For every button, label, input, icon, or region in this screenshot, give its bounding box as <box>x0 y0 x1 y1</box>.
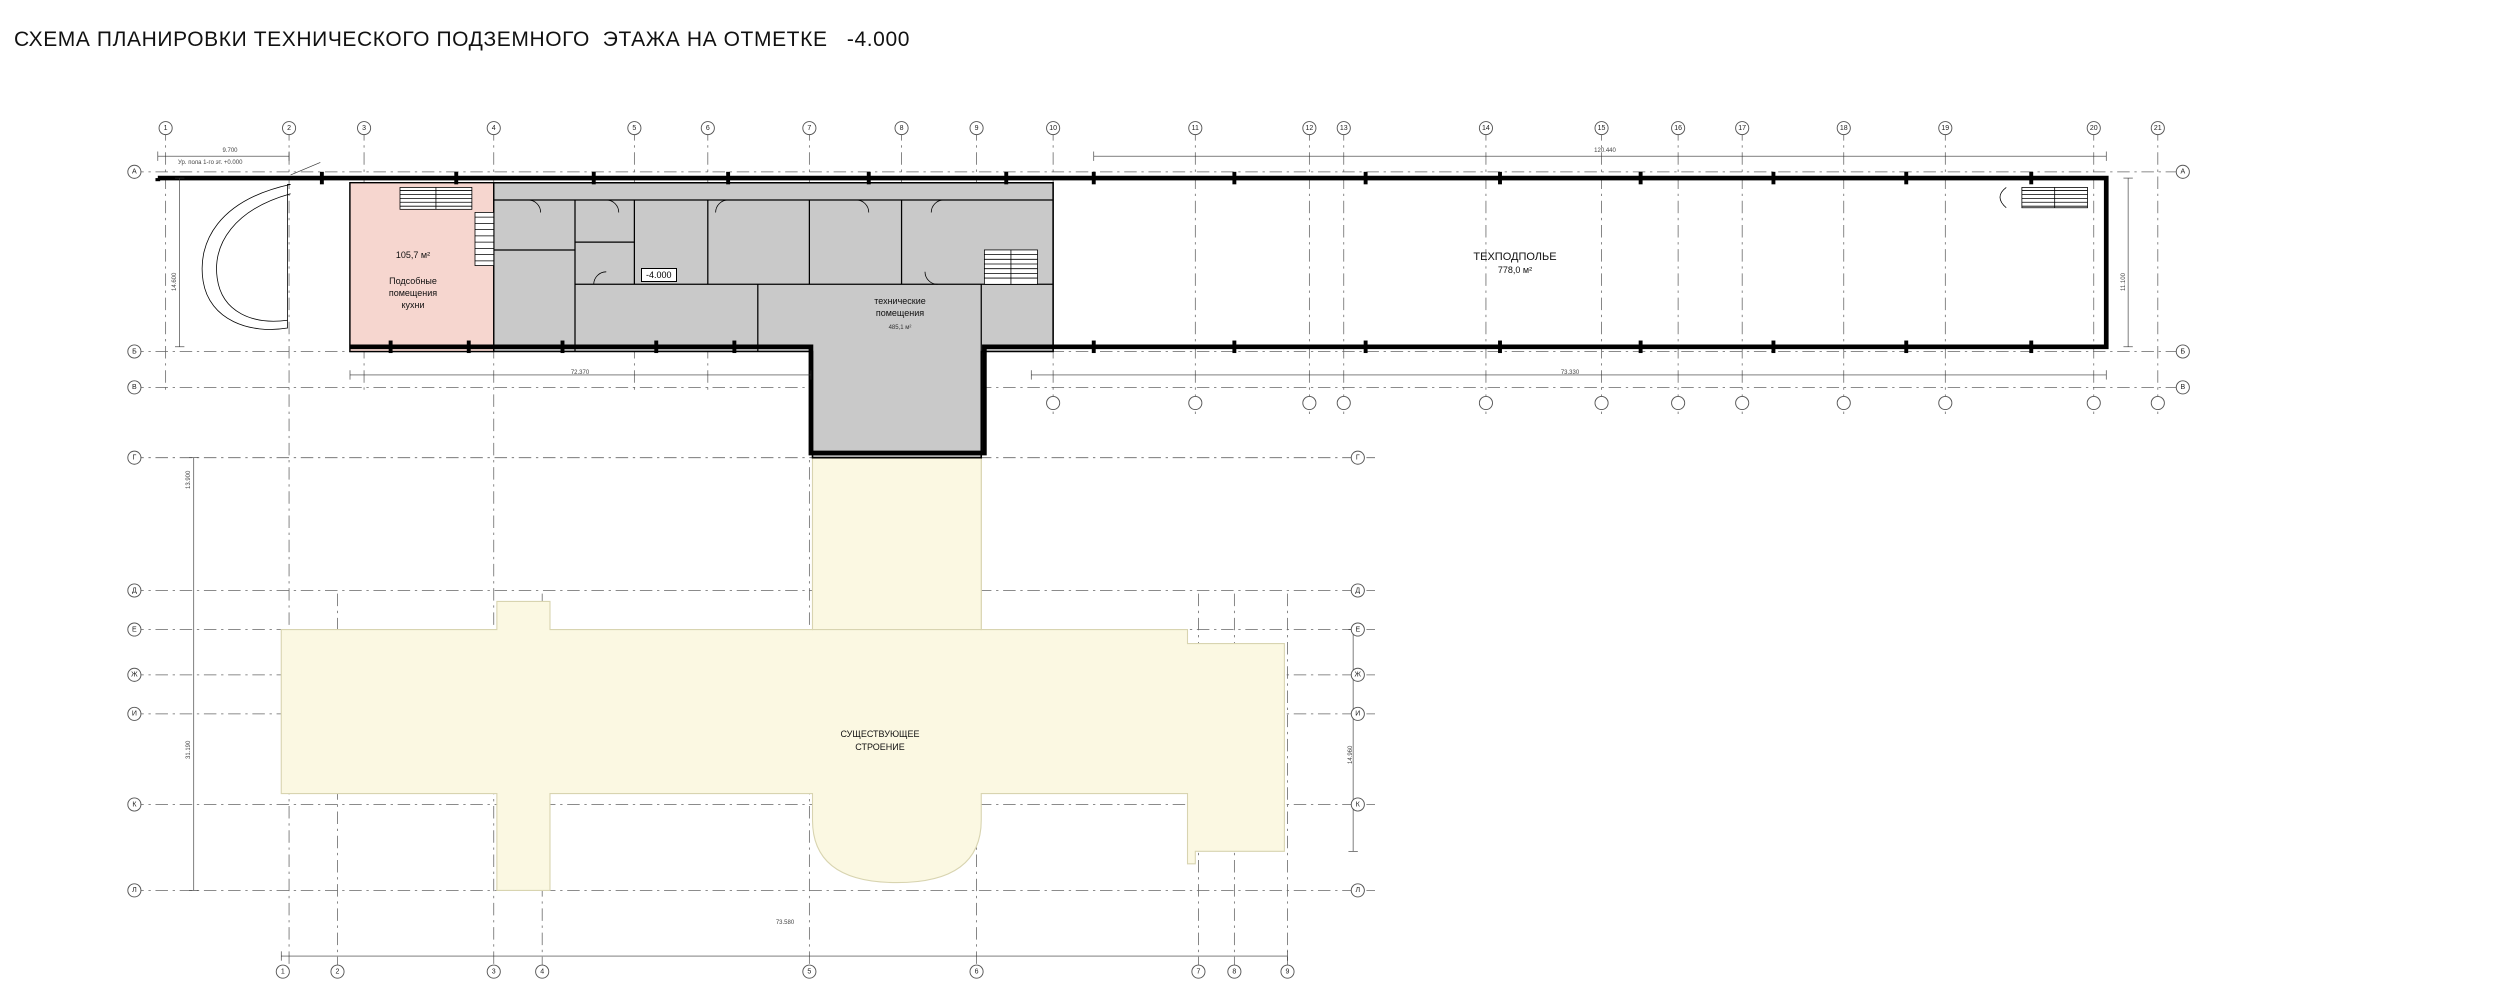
axis-bubble-mid <box>1672 396 1685 409</box>
stair-run-mid <box>475 212 494 265</box>
axis-bubble-top-21 <box>2151 122 2164 135</box>
axis-bubble-bottom-3 <box>487 965 500 978</box>
svg-text:В: В <box>132 384 137 392</box>
svg-text:И: И <box>1355 710 1361 718</box>
technical-rooms-area: 485,1 м² <box>888 325 912 331</box>
svg-text:В: В <box>2180 384 2186 392</box>
axis-bubble-right-Л <box>1351 884 1364 897</box>
technical-rooms-name-2: помещения <box>875 308 925 318</box>
axis-bubble-top-15 <box>1595 122 1608 135</box>
svg-text:19: 19 <box>1941 124 1950 132</box>
axis-bubble-top-1 <box>159 122 172 135</box>
axis-bubble-mid <box>1047 396 1060 409</box>
axis-bubble-top-20 <box>2087 122 2100 135</box>
underfloor-space-area: 778,0 м² <box>1497 265 1533 275</box>
axis-bubble-top-14 <box>1479 122 1492 135</box>
svg-text:21: 21 <box>2153 124 2162 132</box>
technical-rooms-name-1: технические <box>874 296 926 306</box>
axis-bubble-mid <box>2087 396 2100 409</box>
axis-bubble-top-9 <box>970 122 983 135</box>
svg-text:А: А <box>132 168 137 176</box>
svg-text:Ж: Ж <box>1354 671 1362 679</box>
svg-text:5: 5 <box>632 124 637 132</box>
svg-text:11: 11 <box>1191 124 1199 132</box>
axis-bubble-mid <box>1837 396 1850 409</box>
axis-bubble-top-19 <box>1939 122 1952 135</box>
axis-bubble-left-Ж <box>128 668 141 681</box>
kitchen-utility-name-1: Подсобные <box>389 276 437 286</box>
svg-text:12: 12 <box>1305 124 1314 132</box>
axis-bubble-bottom-9 <box>1281 965 1294 978</box>
axis-bubble-left-Л <box>128 884 141 897</box>
existing-building-name-2: СТРОЕНИЕ <box>855 742 905 752</box>
existing-building-outline <box>281 458 1284 891</box>
axis-bubble-left-Б <box>128 345 141 358</box>
axis-bubble-top-12 <box>1303 122 1316 135</box>
svg-text:8: 8 <box>1232 968 1237 976</box>
axis-bubble-top-2 <box>283 122 296 135</box>
axis-bubble-right-В <box>2176 381 2189 394</box>
kitchen-utility-area: 105,7 м² <box>395 250 431 260</box>
axis-bubble-right-Д <box>1351 584 1364 597</box>
axis-bubble-bottom-4 <box>536 965 549 978</box>
svg-text:А: А <box>2180 168 2186 176</box>
axis-bubble-top-5 <box>628 122 641 135</box>
svg-text:13: 13 <box>1339 124 1348 132</box>
axis-bubble-top-16 <box>1672 122 1685 135</box>
svg-text:8: 8 <box>899 124 904 132</box>
stair-run-far-right <box>2000 187 2088 207</box>
top-left-note: Ур. пола 1-го эт. +0.000 <box>178 160 243 166</box>
svg-text:3: 3 <box>491 968 496 976</box>
axis-bubble-left-И <box>128 707 141 720</box>
axis-bubble-mid <box>1595 396 1608 409</box>
axis-bubble-mid <box>1189 396 1202 409</box>
svg-text:2: 2 <box>335 968 340 976</box>
axis-bubble-top-11 <box>1189 122 1202 135</box>
svg-text:9: 9 <box>974 124 979 132</box>
svg-text:4: 4 <box>540 968 545 976</box>
svg-text:14: 14 <box>1482 124 1490 132</box>
basement-slab <box>350 183 1053 458</box>
dim-bottom-mid: 72.370 <box>570 370 590 376</box>
axis-bubble-top-3 <box>358 122 371 135</box>
axis-bubble-top-4 <box>487 122 500 135</box>
axis-bubble-right-Г <box>1351 451 1364 464</box>
page-title: СХЕМА ПЛАНИРОВКИ ТЕХНИЧЕСКОГО ПОДЗЕМНОГО ЭТАЖА НА ОТМЕТКЕ -4.000 <box>14 28 911 51</box>
dim-bottom-right: 73.330 <box>1560 370 1580 376</box>
svg-text:Д: Д <box>1355 587 1361 595</box>
stair-run-right <box>984 250 1037 284</box>
axis-bubble-top-8 <box>895 122 908 135</box>
dim-existing-vertical-left: 31.190 <box>186 740 192 760</box>
axis-bubble-bottom-1 <box>276 965 289 978</box>
underfloor-space-name: ТЕХПОДПОЛЬЕ <box>1473 251 1557 263</box>
axis-bubble-bottom-8 <box>1228 965 1241 978</box>
dim-existing-vertical-right: 14.960 <box>1348 745 1354 765</box>
svg-text:3: 3 <box>362 124 367 132</box>
svg-text:1: 1 <box>163 124 168 132</box>
svg-text:К: К <box>132 801 137 809</box>
svg-text:Е: Е <box>1355 626 1361 634</box>
existing-building-name-1: СУЩЕСТВУЮЩЕЕ <box>840 729 920 739</box>
svg-text:4: 4 <box>491 124 496 132</box>
axis-bubble-bottom-7 <box>1192 965 1205 978</box>
axis-bubble-right-К <box>1351 798 1364 811</box>
axis-bubble-top-17 <box>1736 122 1749 135</box>
svg-text:Д: Д <box>131 587 137 595</box>
axis-bubble-mid <box>1479 396 1492 409</box>
svg-text:Ж: Ж <box>131 671 138 679</box>
kitchen-utility-name-2: помещения <box>388 288 438 298</box>
axis-bubble-right-А <box>2176 165 2189 178</box>
svg-text:2: 2 <box>287 124 292 132</box>
svg-text:К: К <box>1355 801 1360 809</box>
svg-text:Г: Г <box>1355 454 1360 462</box>
dim-right-vertical: 11.100 <box>2121 273 2127 291</box>
axis-bubble-right-Е <box>1351 623 1364 636</box>
axis-bubble-left-Г <box>128 451 141 464</box>
axis-bubble-top-6 <box>701 122 714 135</box>
stair-run-left <box>400 187 472 209</box>
axis-bubble-right-И <box>1351 707 1364 720</box>
svg-text:16: 16 <box>1674 124 1683 132</box>
svg-text:18: 18 <box>1839 124 1848 132</box>
axis-bubble-right-Б <box>2176 345 2189 358</box>
axis-bubble-left-Д <box>128 584 141 597</box>
axis-bubble-mid <box>1939 396 1952 409</box>
svg-text:7: 7 <box>807 124 812 132</box>
axis-bubble-mid <box>1303 396 1316 409</box>
axis-bubble-bottom-6 <box>970 965 983 978</box>
axis-bubble-left-Е <box>128 623 141 636</box>
dim-bottom-existing: 73.580 <box>775 920 795 926</box>
axis-bubble-bottom-5 <box>803 965 816 978</box>
svg-text:Л: Л <box>132 887 137 895</box>
svg-text:Е: Е <box>132 626 137 634</box>
svg-text:6: 6 <box>974 968 979 976</box>
svg-text:1: 1 <box>280 968 285 976</box>
svg-text:Б: Б <box>132 348 137 356</box>
svg-text:И: И <box>131 710 137 718</box>
axis-bubble-bottom-2 <box>331 965 344 978</box>
svg-text:5: 5 <box>807 968 812 976</box>
svg-text:Л: Л <box>1355 887 1361 895</box>
axis-bubble-right-Ж <box>1351 668 1364 681</box>
axis-bubble-top-10 <box>1047 122 1060 135</box>
axis-bubble-mid <box>2151 396 2164 409</box>
dim-top-left: 9.700 <box>222 148 238 154</box>
axis-bubble-top-18 <box>1837 122 1850 135</box>
axis-bubble-left-А <box>128 165 141 178</box>
svg-text:Г: Г <box>132 454 137 462</box>
svg-text:9: 9 <box>1285 968 1290 976</box>
dim-left-vertical: 14.600 <box>172 272 178 292</box>
svg-text:15: 15 <box>1597 124 1606 132</box>
elevation-marker: -4.000 <box>641 268 677 282</box>
axis-bubble-left-К <box>128 798 141 811</box>
dim-existing-upper: 13.900 <box>186 470 192 490</box>
dim-top-right: 120.440 <box>1594 148 1616 154</box>
svg-text:7: 7 <box>1196 968 1201 976</box>
axis-bubble-left-В <box>128 381 141 394</box>
kitchen-utility-name-3: кухни <box>401 300 425 310</box>
axis-bubble-mid <box>1337 396 1350 409</box>
axis-bubble-top-7 <box>803 122 816 135</box>
axis-bubble-mid <box>1736 396 1749 409</box>
svg-text:17: 17 <box>1738 124 1747 132</box>
axis-bubble-top-13 <box>1337 122 1350 135</box>
svg-text:6: 6 <box>705 124 710 132</box>
svg-text:10: 10 <box>1049 124 1058 132</box>
svg-text:Б: Б <box>2180 348 2186 356</box>
svg-text:20: 20 <box>2089 124 2098 132</box>
